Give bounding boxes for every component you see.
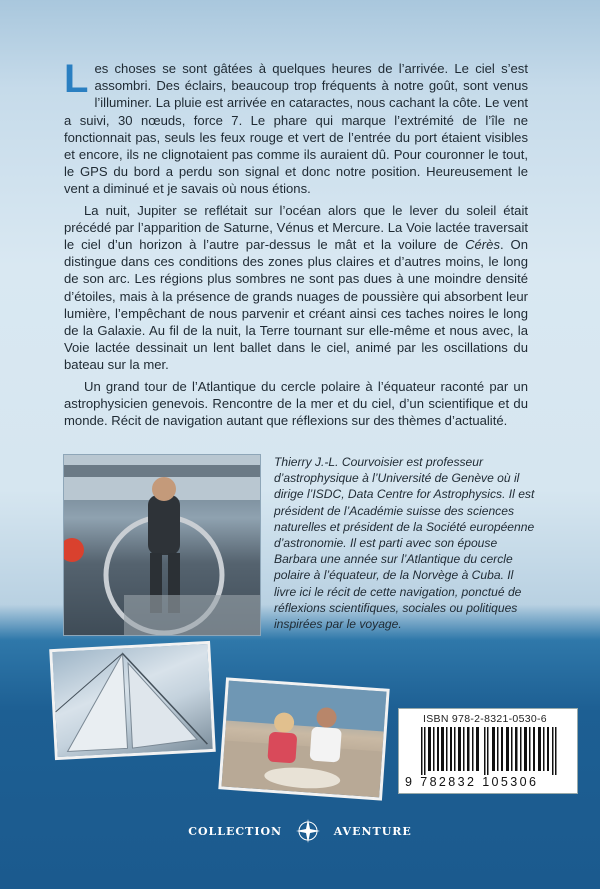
barcode-digits: 9 782832 105306 [405, 775, 539, 789]
isbn-label: ISBN 978-2-8321-0530-6 [423, 713, 547, 725]
boat-name: Cérès [465, 237, 500, 253]
isbn-barcode [398, 708, 578, 794]
blurb-paragraph-1: Les choses se sont gâtées à quelques heures de l’arrivée. Le ciel s’est assombri. Des éclairs, beaucoup trop fréquents à notre goût, sont venus l’illuminer. La pluie est arrivée en cataractes, nous cachant la côte. Le vent a suivi, 30 nœuds, force 7. Le phare qui marque l’extrémité de l’île ne fonctionnait pas, seuls les feux rouge et vert de l’entrée du port étaient visibles et encore, ils ne clignotaient pas comme ils auraient dû. Pour couronner le tout, le GPS du bord a perdu son signal et donc notre position. Heureusement le vent a diminué et je savais où nous étions. [64, 57, 528, 197]
author-bio: Thierry J.-L. Courvoisier est professeur d’astrophysique à l’Université de Genève où il dirige l’ISDC, Data Centre for Astrophysics. Il est président de l’Académie suisse des sciences naturelles et président de la Société européenne d’astronomie. Il est parti avec son épouse Barbara une année sur l’Atlantique du cercle polaire à l’équateur, de la Norvège à Cuba. Il livre ici le récit de cette navigation, ponctué de réflexions scientifiques, sociales ou politiques inspirées par le voyage. [274, 455, 535, 632]
sails-and-rigging-photo [49, 641, 216, 760]
couple-photo-art [221, 681, 386, 798]
barcode-bars [421, 727, 557, 775]
couple-on-deck-photo [218, 677, 389, 800]
dropcap-letter: L [64, 57, 89, 101]
aventure-label: AVENTURE [333, 824, 412, 838]
collection-banner [0, 818, 600, 848]
collection-label: COLLECTION [188, 824, 283, 838]
blurb-text [64, 57, 528, 433]
blurb-paragraph-3: Un grand tour de l’Atlantique du cercle polaire à l’équateur raconté par un astrophysicien genevois. Rencontre de la mer et du ciel, d’un scientifique et du monde. Récit de navigation autant que réflexions sur des thèmes d’actualité. [64, 378, 528, 429]
sails-photo-art [52, 644, 212, 757]
sailor-photo-art [64, 455, 260, 635]
compass-rose-icon [295, 818, 321, 844]
blurb-paragraph-2: La nuit, Jupiter se reflétait sur l’océan alors que le lever du soleil était précédé par l’apparition de Saturne, Vénus et Mercure. La Voie lactée traversait le ciel d’un horizon à l’autre par-dessus le mât et la voilure de Cérès. On distingue dans ces conditions des zones plus claires et d’autres moins, le long de son arc. Les régions plus sombres ne sont pas dues à une moindre densité d’étoiles, mais à la présence de grands nuages de poussière qui absorbent leur lumière, l’empêchant de nous parvenir et créant ainsi ces taches noires le long de la Galaxie. Au fil de la nuit, la Terre tournant sur elle-même et nous avec, la Voie lactée dessinait un lent ballet dans le ciel, animé par les oscillations du bateau sur la mer. [64, 202, 528, 373]
sailor-at-helm-photo [63, 454, 261, 636]
